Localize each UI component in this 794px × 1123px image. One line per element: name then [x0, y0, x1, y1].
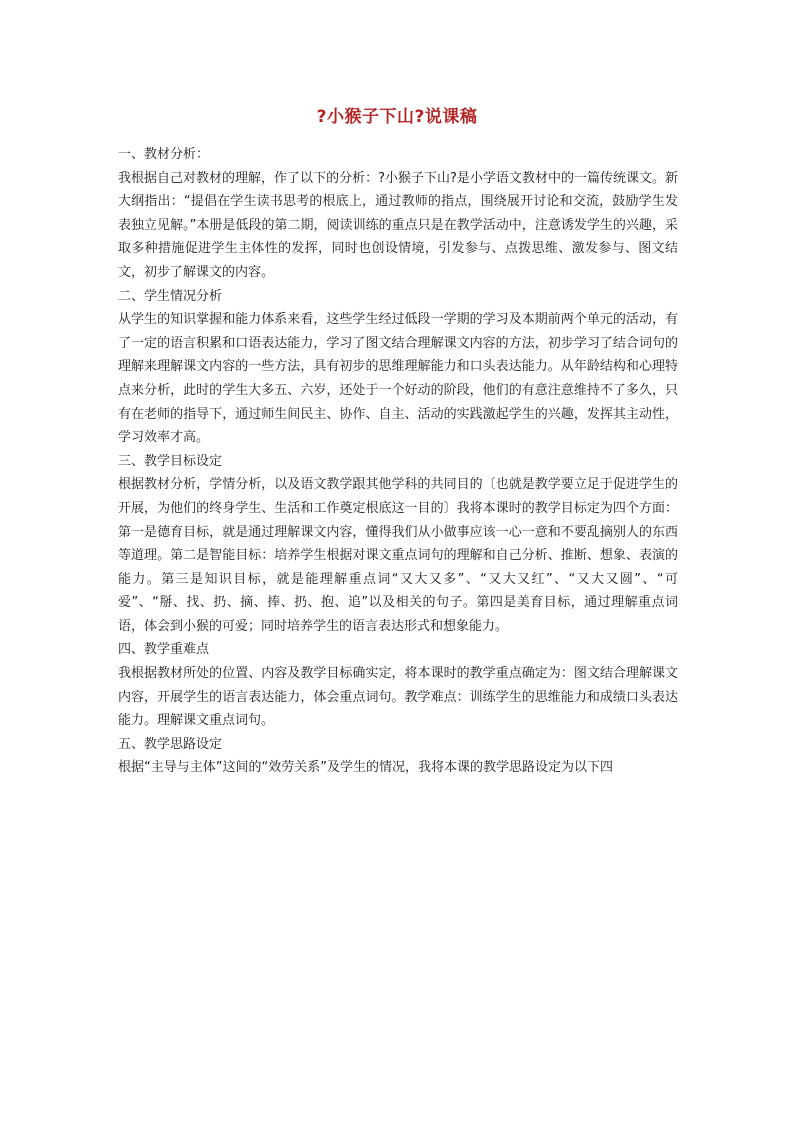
section-body-5: 根据“主导与主体”这间的“效劳关系”及学生的情况，我将本课的教学思路设定为以下四: [118, 760, 613, 776]
section-heading-2: 二、学生情况分析: [118, 288, 223, 304]
section-heading-5: 五、教学思路设定: [118, 736, 223, 752]
document-title: ?小猴子下山?说课稿: [316, 107, 478, 127]
section-heading-3: 三、教学目标设定: [118, 453, 223, 469]
section-body-3: 根据教材分析，学情分析，以及语文教学跟其他学科的共同目的〔也就是教学要立足于促进学生的开展，为他们的终身学生、生活和工作奠定根底这一目的〕我将本课时的教学目标定为四个方面：第一是德育目标，就是通过理解课文内容，懂得我们从小做事应该一心一意和不要乱摘别人的东西等道理。第二是智能目标：培养学生根据对课文重点词句的理解和自己分析、推断、想象、表演的能力。第三是知识目标，就是能理解重点词“又大又多”、“又大又红”、“又大又圆”、“可爱”、“掰、找、扔、摘、捧、扔、抱、追”以及相关的句子。第四是美育目标，通过理解重点词语，体会到小猴的可爱；同时培养学生的语言表达形式和想象能力。: [118, 477, 678, 634]
section-body-1: 我根据自己对教材的理解，作了以下的分析：?小猴子下山?是小学语文教材中的一篇传统课文。新大纲指出：“提倡在学生读书思考的根底上，通过教师的指点，围绕展开讨论和交流，鼓励学生发表独立见解。”本册是低段的第二期，阅读训练的重点只是在教学活动中，注意诱发学生的兴趣，采取多种措施促进学生主体性的发挥，同时也创设情境，引发参与、点拨思维、激发参与、图文结文，初步了解课文的内容。: [118, 170, 678, 280]
section-body-4: 我根据教材所处的位置、内容及教学目标确实定，将本课时的教学重点确定为：图文结合理解课文内容，开展学生的语言表达能力，体会重点词句。教学难点：训练学生的思维能力和成绩口头表达能力。理解课文重点词句。: [118, 666, 678, 729]
section-heading-4: 四、教学重难点: [118, 642, 210, 658]
section-heading-1: 一、教材分析：: [118, 147, 210, 162]
document-content: [118, 143, 678, 780]
section-body-2: 从学生的知识掌握和能力体系来看，这些学生经过低段一学期的学习及本期前两个单元的活动，有了一定的语言积累和口语表达能力，学习了图文结合理解课文内容的方法，初步学习了结合词句的理解来理解课文内容的一些方法，具有初步的思维理解能力和口头表达能力。从年龄结构和心理特点来分析，此时的学生大多五、六岁，还处于一个好动的阶段，他们的有意注意维持不了多久，只有在老师的指导下，通过师生间民主、协作、自主、活动的实践激起学生的兴趣，发挥其主动性，学习效率才高。: [118, 312, 678, 446]
